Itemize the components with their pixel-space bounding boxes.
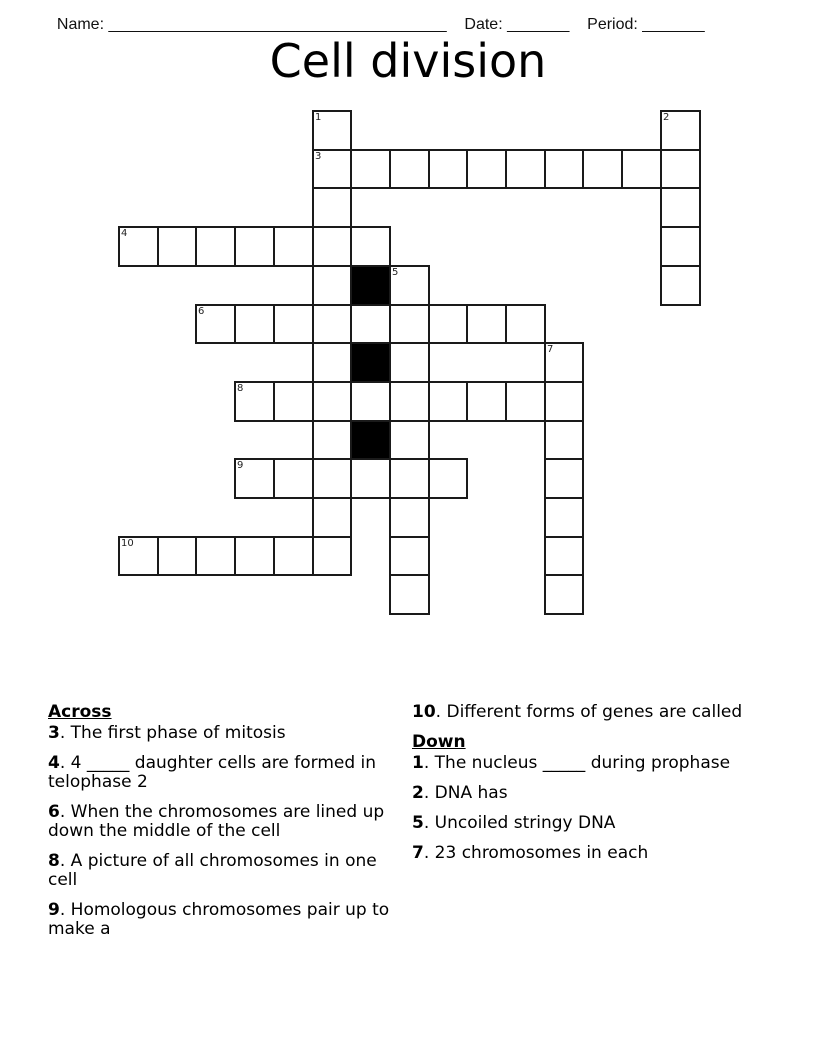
clue-down-7: 7. 23 chromosomes in each [412, 843, 649, 863]
crossword-cell[interactable] [544, 536, 584, 576]
crossword-cell[interactable] [234, 458, 275, 499]
crossword-cell[interactable] [544, 458, 584, 499]
crossword-cell[interactable] [350, 381, 391, 422]
crossword-cell[interactable] [582, 149, 623, 189]
crossword-cell[interactable] [312, 226, 352, 267]
clue-number: 10 [121, 538, 134, 549]
crossword-cell[interactable] [466, 381, 507, 422]
down-heading: Down [412, 732, 466, 752]
blocked-cell [350, 342, 391, 383]
clues-column-right [412, 703, 762, 874]
crossword-cell[interactable] [660, 265, 701, 306]
clue-across-6: 6. When the chromosomes are lined up down the middle of the cell [48, 802, 385, 841]
crossword-cell[interactable] [389, 536, 430, 576]
clue-number: 8 [237, 383, 244, 394]
crossword-cell[interactable] [312, 536, 352, 576]
crossword-cell[interactable] [157, 226, 197, 267]
crossword-cell[interactable] [544, 574, 584, 615]
crossword-cell[interactable] [118, 536, 159, 576]
date-field-label[interactable]: Date: _______ [464, 16, 570, 33]
crossword-cell[interactable] [273, 226, 314, 267]
crossword-cell[interactable] [505, 149, 546, 189]
crossword-cell[interactable] [273, 536, 314, 576]
crossword-cell[interactable] [428, 304, 468, 344]
clue-across-9: 9. Homologous chromosomes pair up to make a [48, 900, 390, 939]
clue-number: 5 [392, 267, 399, 278]
crossword-cell[interactable] [389, 420, 430, 460]
crossword-cell[interactable] [273, 381, 314, 422]
crossword-cell[interactable] [234, 304, 275, 344]
crossword-cell[interactable] [428, 149, 468, 189]
clue-number: 1 [315, 112, 322, 123]
crossword-cell[interactable] [544, 342, 584, 383]
blocked-cell [350, 265, 391, 306]
crossword-cell[interactable] [505, 381, 546, 422]
crossword-cell[interactable] [157, 536, 197, 576]
crossword-cell[interactable] [389, 342, 430, 383]
crossword-cell[interactable] [389, 265, 430, 306]
crossword-cell[interactable] [389, 458, 430, 499]
clue-down-2: 2. DNA has [412, 783, 508, 803]
crossword-cell[interactable] [544, 497, 584, 538]
across-heading: Across [48, 702, 112, 722]
crossword-cell[interactable] [389, 149, 430, 189]
crossword-cell[interactable] [312, 497, 352, 538]
crossword-cell[interactable] [505, 304, 546, 344]
crossword-cell[interactable] [389, 304, 430, 344]
crossword-cell[interactable] [312, 149, 352, 189]
crossword-cell[interactable] [466, 304, 507, 344]
blocked-cell [350, 420, 391, 460]
crossword-cell[interactable] [544, 420, 584, 460]
name-field-label[interactable]: Name: ______________________________________ [56, 16, 447, 33]
crossword-cell[interactable] [544, 381, 584, 422]
clue-down-5: 5. Uncoiled stringy DNA [412, 813, 616, 833]
crossword-cell[interactable] [389, 381, 430, 422]
clue-number: 6 [198, 306, 205, 317]
crossword-cell[interactable] [234, 536, 275, 576]
crossword-cell[interactable] [234, 226, 275, 267]
crossword-cell[interactable] [312, 420, 352, 460]
crossword-cell[interactable] [195, 536, 236, 576]
crossword-cell[interactable] [660, 110, 701, 151]
crossword-cell[interactable] [466, 149, 507, 189]
crossword-cell[interactable] [312, 265, 352, 306]
clue-number: 3 [315, 151, 322, 162]
clue-across-8: 8. A picture of all chromosomes in one cell [48, 851, 377, 890]
crossword-cell[interactable] [660, 149, 701, 189]
crossword-cell[interactable] [660, 226, 701, 267]
crossword-cell[interactable] [389, 574, 430, 615]
crossword-cell[interactable] [544, 149, 584, 189]
crossword-cell[interactable] [118, 226, 159, 267]
crossword-cell[interactable] [621, 149, 662, 189]
crossword-cell[interactable] [312, 187, 352, 228]
crossword-cell[interactable] [350, 226, 391, 267]
crossword-cell[interactable] [273, 458, 314, 499]
crossword-cell[interactable] [428, 458, 468, 499]
crossword-cell[interactable] [195, 304, 236, 344]
clue-number: 2 [663, 112, 670, 123]
crossword-cell[interactable] [273, 304, 314, 344]
crossword-cell[interactable] [660, 187, 701, 228]
crossword-cell[interactable] [350, 458, 391, 499]
clues-column-left [48, 703, 398, 950]
page-title: Cell division [269, 34, 547, 88]
clue-across-10: 10. Different forms of genes are called [412, 702, 743, 722]
crossword-cell[interactable] [350, 304, 391, 344]
clue-number: 4 [121, 228, 128, 239]
crossword-cell[interactable] [195, 226, 236, 267]
crossword-cell[interactable] [312, 304, 352, 344]
crossword-cell[interactable] [312, 381, 352, 422]
crossword-cell[interactable] [312, 458, 352, 499]
clue-down-1: 1. The nucleus _____ during prophase [412, 753, 731, 773]
crossword-cell[interactable] [234, 381, 275, 422]
clue-number: 9 [237, 460, 244, 471]
clue-across-3: 3. The first phase of mitosis [48, 723, 286, 743]
crossword-cell[interactable] [350, 149, 391, 189]
period-field-label[interactable]: Period: _______ [587, 16, 705, 33]
clue-number: 7 [547, 344, 554, 355]
crossword-cell[interactable] [389, 497, 430, 538]
crossword-cell[interactable] [312, 110, 352, 151]
crossword-cell[interactable] [428, 381, 468, 422]
clue-across-4: 4. 4 _____ daughter cells are formed in telophase 2 [48, 753, 377, 792]
crossword-cell[interactable] [312, 342, 352, 383]
